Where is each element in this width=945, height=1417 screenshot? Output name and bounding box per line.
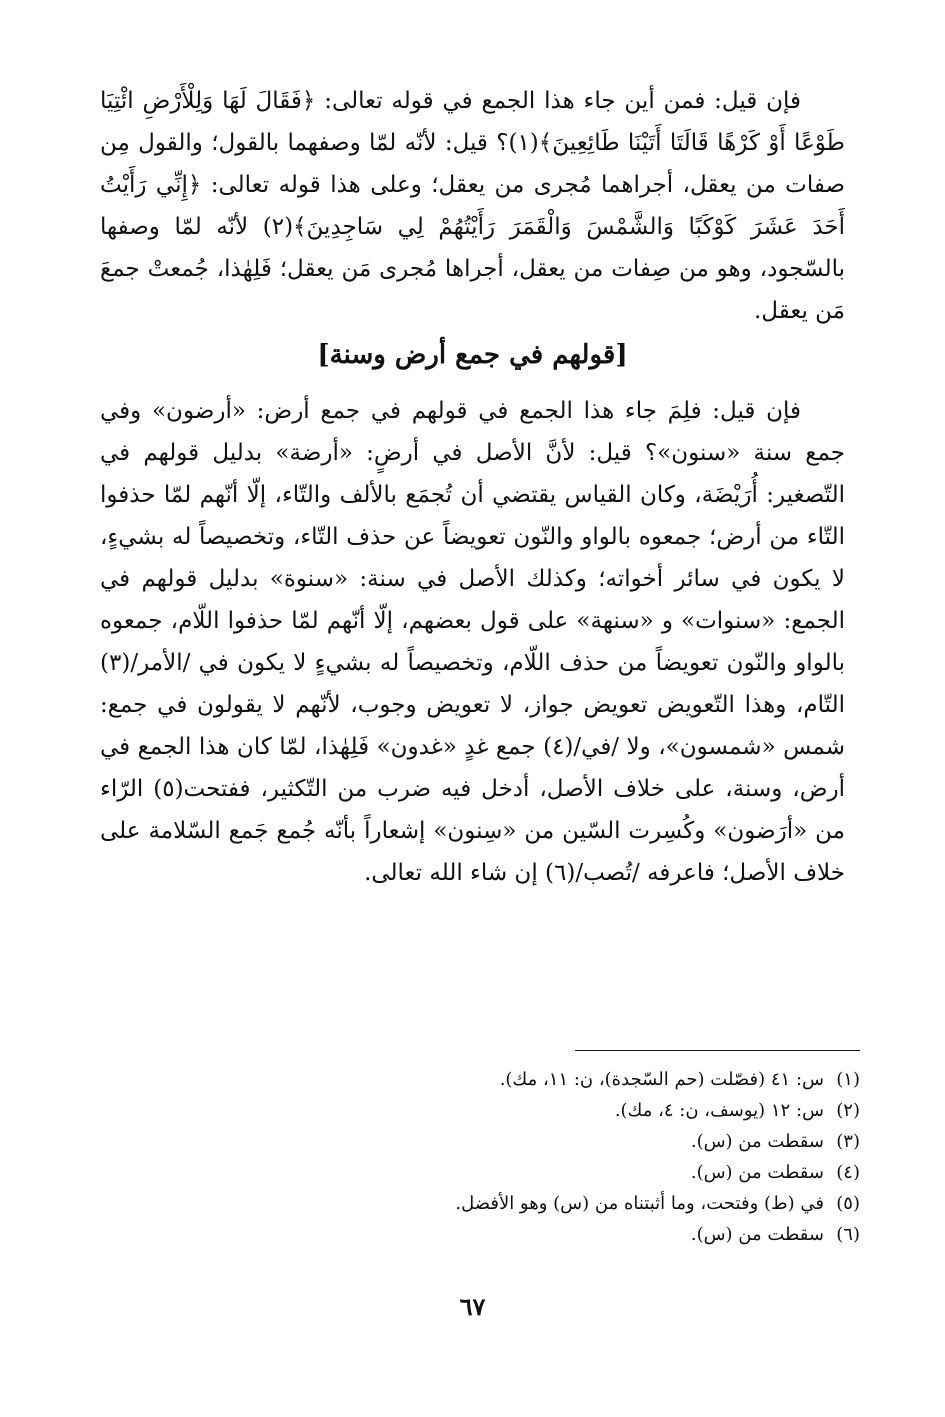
section-heading: [قولهم في جمع أرض وسنة] [317,340,628,370]
footnote-number: (٢) [836,1100,860,1121]
footnote-text: سقطت من (س). [690,1162,824,1183]
footnote-divider [575,1050,860,1051]
footnote-item [280,1126,860,1157]
paragraph-text: فإن قيل: فلِمَ جاء هذا الجمع في قولهم في جمع أرض: «أرضون» وفي جمع سنة «سنون»؟ قيل: لأنَّ الأصل في أرضٍ: «أرضة» بدليل قولهم في التّصغير: أُرَيْضَة، وكان القياس يقتضي أن تُجمَع بالألف والتّاء، إلّا أنّهم لمّا حذفوا التّاء من أرض؛ جمعوه بالواو والنّون تعويضاً عن حذف التّاء، وتخصيصاً له بشيءٍ، لا يكون في سائر أخواته؛ وكذلك الأصل في سنة: «سنوة» بدليل قولهم في الجمع: «سنوات» و «سنهة» على قول بعضهم، إلّا أنّهم لمّا حذفوا اللّام، جمعوه بالواو والنّون تعويضاً من حذف اللّام، وتخصيصاً له بشيءٍ لا يكون في /الأمر/(٣) التّام، وهذا التّعويض تعويض جواز، لا تعويض وجوب، لأنّهم لا يقولون في جمع: شمس «شمسون»، ولا /في/(٤) جمع غدٍ «غدون» فَلِهٰذا، لمّا كان هذا الجمع في أرض، وسنة، على خلاف الأصل، أدخل فيه ضرب من التّكثير، ففتحت(٥) الرّاء من «أرَضون» وكُسِرت السّين من «سِنون» إشعاراً بأنّه جُمع جَمع السّلامة على خلاف الأصل؛ فاعرفه /تُصب/(٦) إن شاء الله تعالى. [100,398,846,886]
footnotes-list [280,1064,860,1250]
footnote-number: (٣) [836,1131,860,1152]
footnote-item [280,1064,860,1095]
footnote-number: (٦) [836,1224,860,1245]
footnote-text: س: ٤١ (فصّلت (حم السّجدة)، ن: ١١، مك). [499,1069,824,1090]
footnote-number: (٥) [836,1193,860,1214]
footnote-number: (٤) [836,1162,860,1183]
footnote-item [280,1157,860,1188]
footnote-text: س: ١٢ (يوسف، ن: ٤، مك). [614,1100,824,1121]
footnote-text: في (ط) وفتحت، وما أثبتناه من (س) وهو الأفضل. [455,1193,824,1214]
footnote-item [280,1219,860,1250]
body-paragraph-2 [100,390,845,894]
footnote-text: سقطت من (س). [690,1131,824,1152]
footnote-item [280,1188,860,1219]
footnote-number: (١) [836,1069,860,1090]
body-paragraph-1 [100,80,845,332]
footnote-text: سقطت من (س). [690,1224,824,1245]
footnote-item [280,1095,860,1126]
paragraph-text: فإن قيل: فمن أين جاء هذا الجمع في قوله تعالى: ﴿فَقَالَ لَهَا وَلِلْأَرْضِ ائْتِيَا طَوْعًا أَوْ كَرْهًا قَالَتَا أَتَيْنَا طَائِعِينَ﴾(١)؟ قيل: لأنّه لمّا وصفهما بالقول؛ والقول مِن صفات من يعقل، أجراهما مُجرى من يعقل؛ وعلى هذا قوله تعالى: ﴿إِنِّي رَأَيْتُ أَحَدَ عَشَرَ كَوْكَبًا وَالشَّمْسَ وَالْقَمَرَ رَأَيْتُهُمْ لِي سَاجِدِينَ﴾(٢) لأنّه لمّا وصفها بالسّجود، وهو من صِفات من يعقل، أجراها مُجرى مَن يعقل؛ فَلِهٰذا، جُمعتْ جمعَ مَن يعقل. [100,88,845,324]
page-number: ٦٧ [459,1292,486,1321]
